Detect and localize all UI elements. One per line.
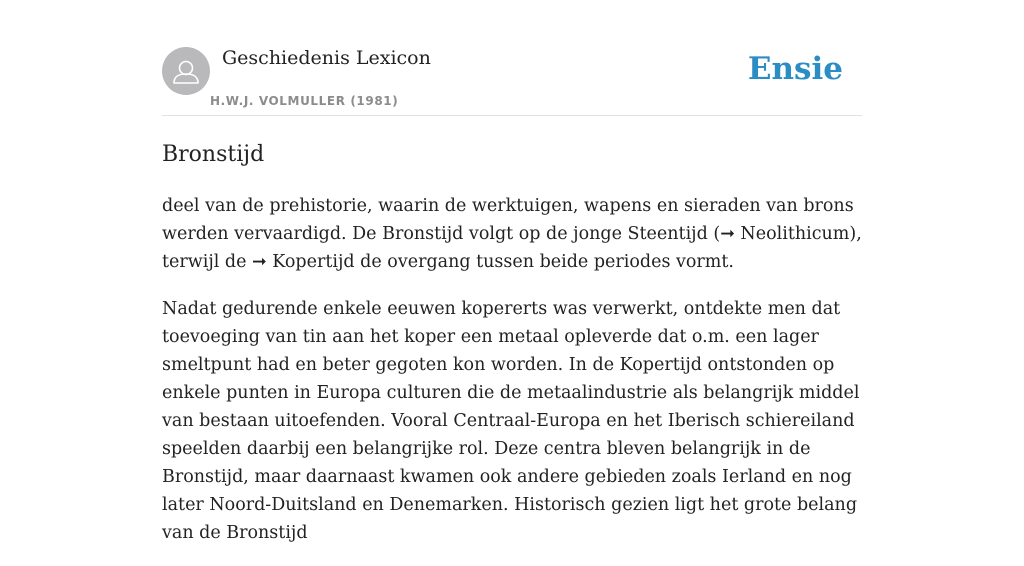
link-neolithicum[interactable]: Neolithicum <box>734 224 850 244</box>
source-author[interactable]: H.W.J. VOLMULLER (1981) <box>210 94 399 108</box>
arrow-right-icon: ➞ <box>720 224 735 244</box>
paragraph-1-text-a: deel van de prehistorie, waarin de werktuigen, wapens en sieraden van brons werden vervaardigd. De Bronstijd volgt op de jonge Steentijd ( <box>162 196 854 244</box>
user-icon <box>162 47 210 95</box>
content-container <box>162 0 862 543</box>
entry-body <box>162 192 862 566</box>
source-title[interactable]: Geschiedenis Lexicon <box>222 47 431 69</box>
paragraph-1-text-b: ), terwijl de <box>162 224 862 272</box>
ensie-logo[interactable]: Ensie <box>747 51 843 87</box>
entry-title: Bronstijd <box>162 142 265 167</box>
paragraph-1-text-c: de overgang tussen beide periodes vormt. <box>354 252 734 272</box>
entry-paragraph-1 <box>162 192 862 276</box>
source-header <box>162 0 862 116</box>
link-kopertijd[interactable]: Kopertijd <box>266 252 355 272</box>
entry-paragraph-2: Nadat gedurende enkele eeuwen kopererts was verwerkt, ontdekte men dat toevoeging van tin aan het koper een metaal opleverde dat o.m. een lager smeltpunt had en beter gegoten kon worden. In de Kopertijd ontstonden op enkele punten in Europa culturen die de metaalindustrie als belangrijk middel van bestaan uitoefenden. Vooral Centraal-Europa en het Iberisch schiereiland speelden daarbij een belangrijke rol. Deze centra bleven belangrijk in de Bronstijd, maar daarnaast kwamen ook andere gebieden zoals Ierland en nog later Noord-Duitsland en Denemarken. Historisch gezien ligt het grote belang van de Bronstijd <box>162 299 860 543</box>
avatar[interactable] <box>162 47 210 95</box>
arrow-right-icon: ➞ <box>252 252 267 272</box>
